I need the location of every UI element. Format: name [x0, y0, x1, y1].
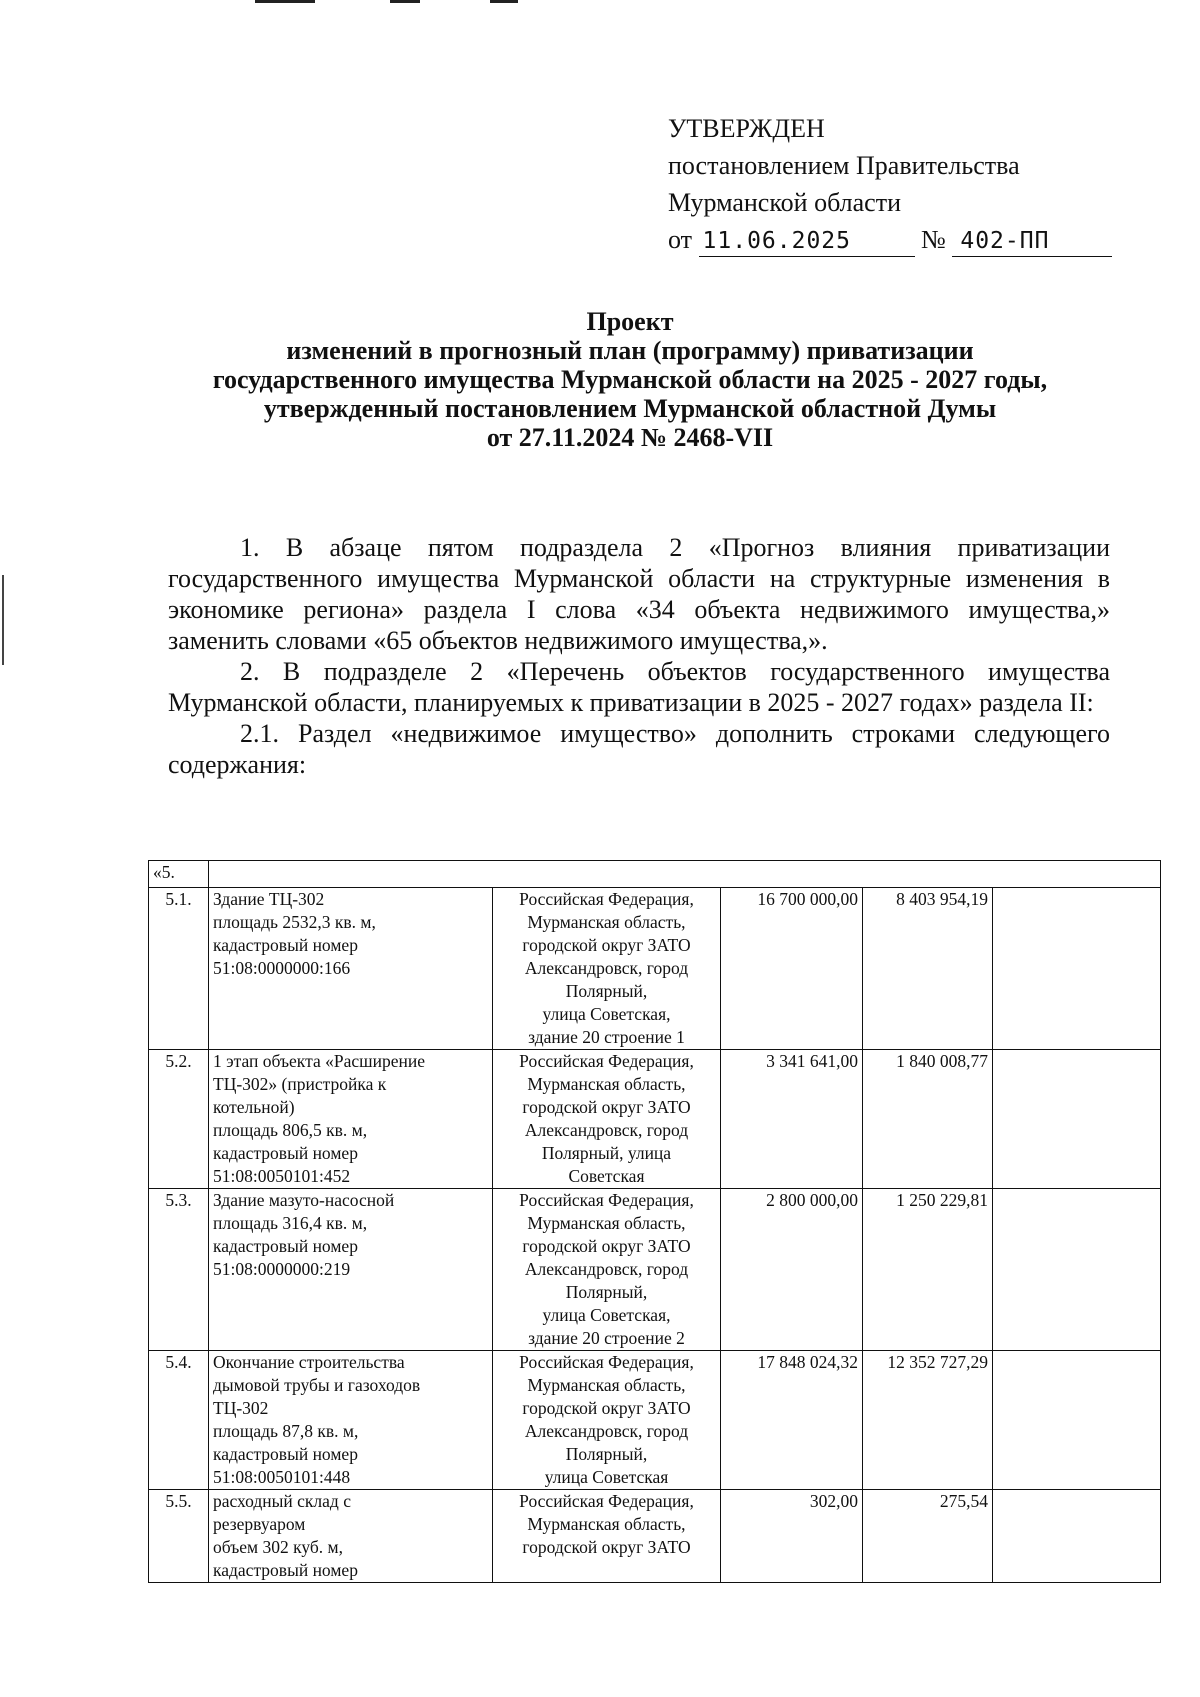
- description-line: кадастровый номер: [213, 1236, 358, 1256]
- value-cell: 2 800 000,00: [721, 1189, 863, 1351]
- address-line: Советская: [568, 1166, 645, 1186]
- title-line: изменений в прогнозный план (программу) приватизации: [286, 336, 974, 365]
- approval-date-line: [668, 221, 1112, 258]
- property-table: [148, 860, 1161, 1583]
- scan-margin-line: [2, 575, 4, 665]
- address-line: Мурманская область,: [527, 1375, 686, 1395]
- description-line: котельной): [213, 1097, 295, 1117]
- description-line: 51:08:0050101:448: [213, 1467, 351, 1487]
- description-line: объем 302 куб. м,: [213, 1537, 343, 1557]
- address-line: Российская Федерация,: [519, 1352, 694, 1372]
- address-line: Мурманская область,: [527, 912, 686, 932]
- approval-date: 11.06.2025: [699, 226, 915, 257]
- description-line: площадь 806,5 кв. м,: [213, 1120, 368, 1140]
- address-line: здание 20 строение 2: [528, 1328, 685, 1348]
- address-line: Российская Федерация,: [519, 1190, 694, 1210]
- row-number: 5.3.: [149, 1189, 209, 1351]
- row-number: 5.4.: [149, 1351, 209, 1490]
- description-line: дымовой трубы и газоходов: [213, 1375, 421, 1395]
- extra-cell: [993, 1351, 1161, 1490]
- title-line: Проект: [586, 307, 674, 336]
- document-title: [130, 307, 1130, 452]
- address-line: Мурманская область,: [527, 1514, 686, 1534]
- extra-cell: [993, 1490, 1161, 1583]
- address-line: Полярный, улица: [541, 1143, 672, 1163]
- scan-artifact: [390, 0, 420, 3]
- row-number: 5.1.: [149, 888, 209, 1050]
- address-line: Александровск, город: [524, 958, 689, 978]
- paragraph: 2. В подразделе 2 «Перечень объектов государственного имущества Мурманской области, планируемых к приватизации в 2025 - 2027 годах» раздела II:: [168, 657, 1110, 717]
- description-line: площадь 316,4 кв. м,: [213, 1213, 368, 1233]
- value-cell: 12 352 727,29: [863, 1351, 993, 1490]
- description-line: площадь 87,8 кв. м,: [213, 1421, 359, 1441]
- approval-line: Мурманской области: [668, 188, 901, 217]
- description-line: 51:08:0050101:452: [213, 1166, 351, 1186]
- scan-artifact: [490, 0, 518, 3]
- object-address: [493, 1050, 721, 1189]
- value-cell: 17 848 024,32: [721, 1351, 863, 1490]
- approval-line: постановлением Правительства: [668, 151, 1020, 180]
- address-line: улица Советская: [544, 1467, 669, 1487]
- object-description: [209, 888, 493, 1050]
- table-row: [149, 888, 1161, 1050]
- description-line: ТЦ-302» (пристройка к: [213, 1074, 387, 1094]
- address-line: Александровск, город: [524, 1421, 689, 1441]
- extra-cell: [993, 1050, 1161, 1189]
- object-address: [493, 888, 721, 1050]
- address-line: улица Советская,: [542, 1004, 671, 1024]
- approval-stamp: [668, 110, 1112, 258]
- description-line: Здание мазуто-насосной: [213, 1190, 395, 1210]
- table-row: [149, 1490, 1161, 1583]
- description-line: 1 этап объекта «Расширение: [213, 1051, 425, 1071]
- description-line: площадь 2532,3 кв. м,: [213, 912, 376, 932]
- document-body: [168, 532, 1110, 780]
- address-line: городской округ ЗАТО: [522, 1236, 691, 1256]
- row-number: 5.2.: [149, 1050, 209, 1189]
- title-line: утвержденный постановлением Мурманской областной Думы: [263, 394, 997, 423]
- table-row: [149, 1189, 1161, 1351]
- number-prefix: №: [921, 225, 946, 254]
- table-row: [149, 1050, 1161, 1189]
- extra-cell: [993, 888, 1161, 1050]
- address-line: Александровск, город: [524, 1259, 689, 1279]
- address-line: городской округ ЗАТО: [522, 1537, 691, 1557]
- value-cell: 16 700 000,00: [721, 888, 863, 1050]
- address-line: Российская Федерация,: [519, 889, 694, 909]
- object-address: [493, 1351, 721, 1490]
- object-description: [209, 1351, 493, 1490]
- object-address: [493, 1490, 721, 1583]
- paragraph: 2.1. Раздел «недвижимое имущество» дополнить строками следующего содержания:: [168, 719, 1110, 779]
- object-description: [209, 1189, 493, 1351]
- description-line: Здание ТЦ-302: [213, 889, 325, 909]
- title-line: от 27.11.2024 № 2468-VII: [486, 423, 774, 452]
- address-line: городской округ ЗАТО: [522, 1398, 691, 1418]
- address-line: Полярный,: [565, 981, 648, 1001]
- value-cell: 302,00: [721, 1490, 863, 1583]
- description-line: кадастровый номер: [213, 1560, 358, 1580]
- scan-artifact: [255, 0, 315, 3]
- object-description: [209, 1050, 493, 1189]
- date-prefix: от: [668, 225, 693, 254]
- paragraph: 1. В абзаце пятом подраздела 2 «Прогноз влияния приватизации государственного имущества Мурманской области на структурные изменения в экономике региона» раздела I слова «34 объекта недвижимого имущества,» заменить словами «65 объектов недвижимого имущества,».: [168, 533, 1110, 655]
- object-description: [209, 1490, 493, 1583]
- approval-number: 402-ПП: [952, 226, 1112, 257]
- address-line: городской округ ЗАТО: [522, 1097, 691, 1117]
- table-row: [149, 1351, 1161, 1490]
- address-line: Российская Федерация,: [519, 1051, 694, 1071]
- description-line: Окончание строительства: [213, 1352, 405, 1372]
- address-line: городской округ ЗАТО: [522, 935, 691, 955]
- title-line: государственного имущества Мурманской области на 2025 - 2027 годы,: [212, 365, 1048, 394]
- address-line: Мурманская область,: [527, 1074, 686, 1094]
- description-line: кадастровый номер: [213, 1444, 358, 1464]
- description-line: резервуаром: [213, 1514, 306, 1534]
- header-num-cell: «5.: [149, 861, 209, 888]
- extra-cell: [993, 1189, 1161, 1351]
- header-merged-cell: [209, 861, 1161, 888]
- address-line: Мурманская область,: [527, 1213, 686, 1233]
- address-line: Александровск, город: [524, 1120, 689, 1140]
- value-cell: 275,54: [863, 1490, 993, 1583]
- address-line: Полярный,: [565, 1282, 648, 1302]
- value-cell: 1 250 229,81: [863, 1189, 993, 1351]
- address-line: улица Советская,: [542, 1305, 671, 1325]
- description-line: 51:08:0000000:166: [213, 958, 351, 978]
- description-line: расходный склад с: [213, 1491, 351, 1511]
- value-cell: 1 840 008,77: [863, 1050, 993, 1189]
- table-header-row: [149, 861, 1161, 888]
- description-line: кадастровый номер: [213, 1143, 358, 1163]
- description-line: кадастровый номер: [213, 935, 358, 955]
- approval-heading: УТВЕРЖДЕН: [668, 114, 825, 143]
- address-line: здание 20 строение 1: [528, 1027, 685, 1047]
- object-address: [493, 1189, 721, 1351]
- address-line: Российская Федерация,: [519, 1491, 694, 1511]
- description-line: 51:08:0000000:219: [213, 1259, 351, 1279]
- value-cell: 8 403 954,19: [863, 888, 993, 1050]
- address-line: Полярный,: [565, 1444, 648, 1464]
- description-line: ТЦ-302: [213, 1398, 269, 1418]
- value-cell: 3 341 641,00: [721, 1050, 863, 1189]
- row-number: 5.5.: [149, 1490, 209, 1583]
